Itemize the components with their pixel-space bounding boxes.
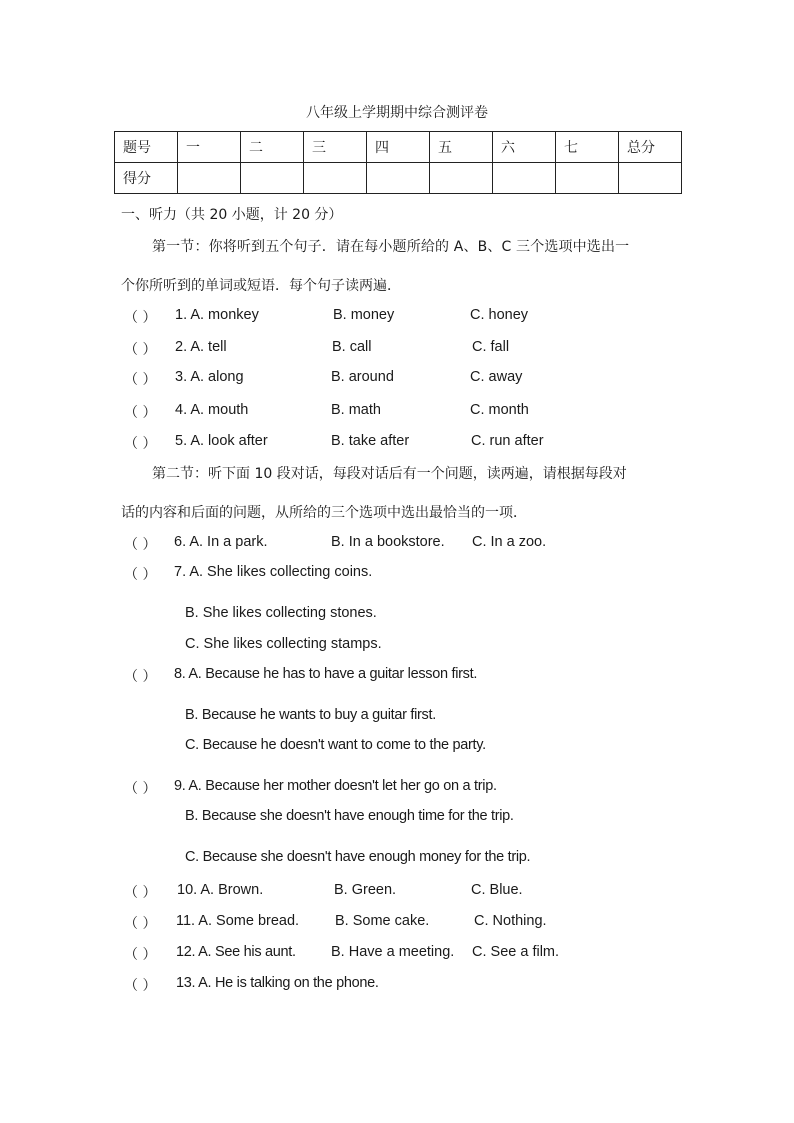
answer-paren[interactable]: （ ） <box>124 669 157 685</box>
question-12-option-b: B. Have a meeting. <box>331 944 455 960</box>
score-input-cell[interactable] <box>241 163 304 194</box>
question-11-option-c: C. Nothing. <box>474 913 547 929</box>
part1-instruction: 第一节：你将听到五个句子．请在每小题所给的 A、B、C 三个选项中选出一 <box>152 239 630 255</box>
score-input-cell[interactable] <box>304 163 367 194</box>
question-7-option-b: B. She likes collecting stones. <box>185 605 377 621</box>
question-9-option-a: 9. A. Because her mother doesn't let her go on a trip. <box>174 778 497 794</box>
question-3-option-c: C. away <box>470 369 523 385</box>
question-8-option-a: 8. A. Because he has to have a guitar lesson first. <box>174 666 478 682</box>
question-6-option-c: C. In a zoo. <box>472 534 547 550</box>
answer-paren[interactable]: （ ） <box>124 342 157 358</box>
question-4-option-c: C. month <box>470 402 529 418</box>
question-10-option-c: C. Blue. <box>471 882 523 898</box>
question-1-option-c: C. honey <box>470 307 529 323</box>
question-6-option-b: B. In a bookstore. <box>331 534 445 550</box>
question-8-option-c: C. Because he doesn't want to come to the party. <box>185 737 486 753</box>
score-table-cell: 二 <box>241 132 304 163</box>
score-table-cell: 五 <box>430 132 493 163</box>
question-5-option-c: C. run after <box>471 433 544 449</box>
question-11-option-a: 11. A. Some bread. <box>176 913 300 929</box>
question-5-option-b: B. take after <box>331 433 410 449</box>
score-input-cell[interactable] <box>430 163 493 194</box>
question-3-option-b: B. around <box>331 369 394 385</box>
question-12-option-c: C. See a film. <box>472 944 560 960</box>
answer-paren[interactable]: （ ） <box>124 567 157 583</box>
answer-paren[interactable]: （ ） <box>124 310 157 326</box>
answer-paren[interactable]: （ ） <box>124 436 157 452</box>
question-2-option-a: 2. A. tell <box>175 339 227 355</box>
question-9-option-c: C. Because she doesn't have enough money for the trip. <box>185 849 531 865</box>
question-10-option-a: 10. A. Brown. <box>177 882 264 898</box>
question-11-option-b: B. Some cake. <box>335 913 430 929</box>
score-table-cell: 七 <box>556 132 619 163</box>
question-5-option-a: 5. A. look after <box>175 433 268 449</box>
exam-title: 八年级上学期期中综合测评卷 <box>306 105 488 121</box>
answer-paren[interactable]: （ ） <box>124 405 157 421</box>
score-input-cell[interactable] <box>619 163 682 194</box>
score-table-cell: 总分 <box>619 132 682 163</box>
answer-paren[interactable]: （ ） <box>124 537 157 553</box>
section-heading: 一、听力（共 20 小题，计 20 分） <box>121 207 343 223</box>
score-table-cell: 三 <box>304 132 367 163</box>
score-input-cell[interactable] <box>493 163 556 194</box>
answer-paren[interactable]: （ ） <box>124 916 157 932</box>
question-4-option-a: 4. A. mouth <box>175 402 249 418</box>
score-table-cell: 得分 <box>115 163 178 194</box>
question-6-option-a: 6. A. In a park. <box>174 534 268 550</box>
score-table-cell: 一 <box>178 132 241 163</box>
question-8-option-b: B. Because he wants to buy a guitar first. <box>185 707 436 723</box>
answer-paren[interactable]: （ ） <box>124 947 157 963</box>
score-table-cell: 六 <box>493 132 556 163</box>
score-table-cell: 题号 <box>115 132 178 163</box>
question-13-option-a: 13. A. He is talking on the phone. <box>176 975 379 991</box>
answer-paren[interactable]: （ ） <box>124 372 157 388</box>
question-9-option-b: B. Because she doesn't have enough time for the trip. <box>185 808 514 824</box>
part1-instruction-cont: 个你所听到的单词或短语．每个句子读两遍． <box>121 278 401 294</box>
score-input-cell[interactable] <box>367 163 430 194</box>
part2-instruction: 第二节：听下面 10 段对话，每段对话后有一个问题，读两遍，请根据每段对 <box>152 466 627 482</box>
question-1-option-a: 1. A. monkey <box>175 307 259 323</box>
question-3-option-a: 3. A. along <box>175 369 244 385</box>
question-10-option-b: B. Green. <box>334 882 397 898</box>
answer-paren[interactable]: （ ） <box>124 885 157 901</box>
question-2-option-b: B. call <box>332 339 372 355</box>
question-4-option-b: B. math <box>331 402 381 418</box>
question-2-option-c: C. fall <box>472 339 510 355</box>
question-1-option-b: B. money <box>333 307 395 323</box>
score-table <box>114 131 682 194</box>
score-input-cell[interactable] <box>556 163 619 194</box>
question-7-option-a: 7. A. She likes collecting coins. <box>174 564 373 580</box>
answer-paren[interactable]: （ ） <box>124 978 157 994</box>
answer-paren[interactable]: （ ） <box>124 781 157 797</box>
part2-instruction-cont: 话的内容和后面的问题，从所给的三个选项中选出最恰当的一项． <box>121 505 527 521</box>
score-input-cell[interactable] <box>178 163 241 194</box>
question-7-option-c: C. She likes collecting stamps. <box>185 636 382 652</box>
question-12-option-a: 12. A. See his aunt. <box>176 944 296 960</box>
score-table-cell: 四 <box>367 132 430 163</box>
score-table-header-row <box>115 132 682 163</box>
score-table-score-row <box>115 163 682 194</box>
